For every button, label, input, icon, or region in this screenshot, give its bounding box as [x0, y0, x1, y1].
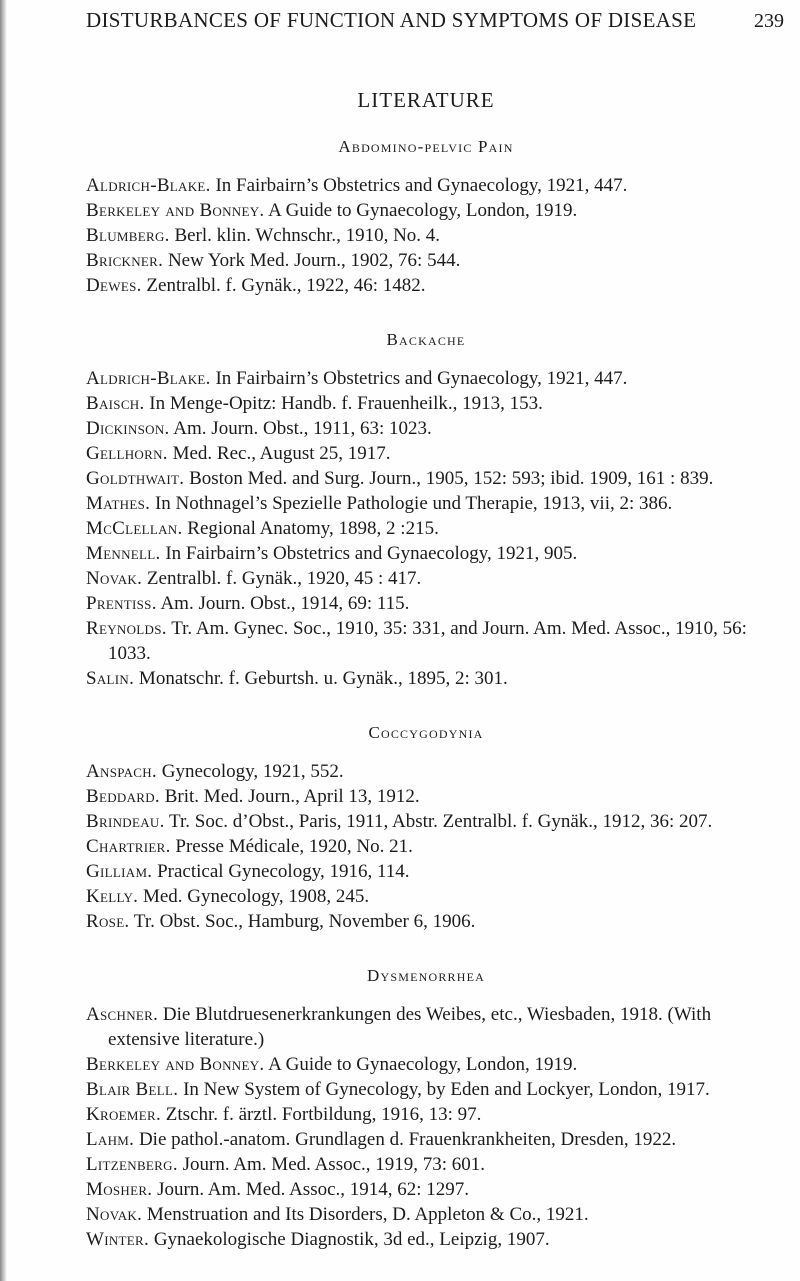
bibliography-section — [86, 723, 766, 934]
reference-entry — [86, 223, 766, 248]
reference-citation: In New System of Gynecology, by Eden and Lockyer, London, 1917. — [183, 1079, 710, 1100]
section-heading: Dysmenorrhea — [366, 966, 486, 985]
reference-entry — [86, 466, 766, 491]
reference-citation: Med. Rec., August 25, 1917. — [172, 443, 391, 464]
reference-citation: Journ. Am. Med. Assoc., 1914, 62: 1297. — [157, 1179, 470, 1200]
reference-entry — [86, 1052, 766, 1077]
reference-entry — [86, 759, 766, 784]
reference-entry — [86, 366, 766, 391]
page-binding-edge — [0, 0, 7, 1281]
reference-author: Novak. — [86, 1204, 143, 1225]
reference-entry — [86, 1152, 766, 1177]
reference-author: Gellhorn. — [86, 443, 168, 464]
reference-author: Aschner. — [86, 1004, 159, 1025]
reference-citation: Gynaekologische Diagnostik, 3d ed., Leipzig, 1907. — [153, 1229, 550, 1250]
reference-author: Mathes. — [86, 493, 151, 514]
reference-author: Brickner. — [86, 250, 164, 271]
running-head — [86, 8, 784, 40]
bibliography — [86, 137, 766, 1252]
reference-author: Blumberg. — [86, 225, 170, 246]
reference-entry — [86, 884, 766, 909]
reference-entry — [86, 441, 766, 466]
reference-citation: Tr. Am. Gynec. Soc., 1910, 35: 331, and Journ. Am. Med. Assoc., 1910, 56: 1033. — [108, 618, 747, 664]
reference-author: Chartrier. — [86, 836, 171, 857]
reference-entry — [86, 248, 766, 273]
reference-author: Kroemer. — [86, 1104, 162, 1125]
page-title: LITERATURE — [357, 88, 495, 112]
reference-entry — [86, 566, 766, 591]
reference-author: Mennell. — [86, 543, 161, 564]
reference-author: Blair Bell. — [86, 1079, 179, 1100]
reference-author: Lahm. — [86, 1129, 135, 1150]
reference-entry — [86, 616, 766, 666]
reference-entry — [86, 1077, 766, 1102]
reference-citation: In Nothnagel’s Spezielle Pathologie und Therapie, 1913, vii, 2: 386. — [154, 493, 673, 514]
reference-entry — [86, 173, 766, 198]
reference-entry — [86, 1177, 766, 1202]
section-heading: Backache — [386, 330, 466, 349]
reference-author: Aldrich-Blake. — [86, 368, 211, 389]
reference-entry — [86, 391, 766, 416]
reference-entry — [86, 491, 766, 516]
reference-entry — [86, 273, 766, 298]
reference-author: Litzenberg. — [86, 1154, 178, 1175]
bibliography-section — [86, 330, 766, 691]
reference-citation: Presse Médicale, 1920, No. 21. — [175, 836, 413, 857]
reference-citation: Regional Anatomy, 1898, 2 :215. — [187, 518, 439, 539]
reference-author: Baisch. — [86, 393, 145, 414]
page-number: 239 — [754, 10, 784, 32]
reference-entry — [86, 1227, 766, 1252]
reference-citation: A Guide to Gynaecology, London, 1919. — [268, 1054, 578, 1075]
reference-entry — [86, 198, 766, 223]
reference-author: Beddard. — [86, 786, 160, 807]
reference-citation: In Fairbairn’s Obstetrics and Gynaecology, 1921, 447. — [215, 368, 628, 389]
reference-author: Kelly. — [86, 886, 139, 907]
reference-author: Reynolds. — [86, 618, 167, 639]
reference-citation: In Fairbairn’s Obstetrics and Gynaecology, 1921, 905. — [165, 543, 578, 564]
reference-entry — [86, 809, 766, 834]
reference-citation: Am. Journ. Obst., 1911, 63: 1023. — [173, 418, 432, 439]
bibliography-section — [86, 137, 766, 298]
reference-citation: Tr. Soc. d’Obst., Paris, 1911, Abstr. Zentralbl. f. Gynäk., 1912, 36: 207. — [169, 811, 713, 832]
reference-citation: A Guide to Gynaecology, London, 1919. — [268, 200, 578, 221]
reference-author: Gilliam. — [86, 861, 153, 882]
reference-citation: Zentralbl. f. Gynäk., 1922, 46: 1482. — [146, 275, 426, 296]
reference-citation: Ztschr. f. ärztl. Fortbildung, 1916, 13: 97. — [165, 1104, 482, 1125]
reference-author: Aldrich-Blake. — [86, 175, 211, 196]
reference-citation: Berl. klin. Wchnschr., 1910, No. 4. — [174, 225, 441, 246]
reference-entry — [86, 666, 766, 691]
reference-author: Dewes. — [86, 275, 142, 296]
reference-citation: New York Med. Journ., 1902, 76: 544. — [167, 250, 461, 271]
reference-citation: In Menge-Opitz: Handb. f. Frauenheilk., 1913, 153. — [149, 393, 543, 414]
reference-citation: Die Blutdruesenerkrankungen des Weibes, etc., Wiesbaden, 1918. (With extensive literature.) — [108, 1004, 712, 1050]
reference-entry — [86, 591, 766, 616]
reference-citation: Menstruation and Its Disorders, D. Appleton & Co., 1921. — [146, 1204, 589, 1225]
reference-citation: In Fairbairn’s Obstetrics and Gynaecology, 1921, 447. — [215, 175, 628, 196]
reference-citation: Zentralbl. f. Gynäk., 1920, 45 : 417. — [146, 568, 422, 589]
reference-entry — [86, 1102, 766, 1127]
reference-author: Prentiss. — [86, 593, 157, 614]
reference-citation: Journ. Am. Med. Assoc., 1919, 73: 601. — [182, 1154, 486, 1175]
reference-citation: Gynecology, 1921, 552. — [161, 761, 344, 782]
reference-entry — [86, 784, 766, 809]
reference-author: Anspach. — [86, 761, 157, 782]
reference-entry — [86, 541, 766, 566]
reference-citation: Med. Gynecology, 1908, 245. — [142, 886, 370, 907]
page-body — [86, 88, 766, 1252]
reference-author: Goldthwait. — [86, 468, 185, 489]
reference-citation: Tr. Obst. Soc., Hamburg, November 6, 1906. — [133, 911, 476, 932]
reference-entry — [86, 909, 766, 934]
reference-author: Berkeley and Bonney. — [86, 1054, 265, 1075]
reference-citation: Monatschr. f. Geburtsh. u. Gynäk., 1895, 2: 301. — [138, 668, 508, 689]
reference-entry — [86, 859, 766, 884]
reference-author: Berkeley and Bonney. — [86, 200, 265, 221]
reference-citation: Die pathol.-anatom. Grundlagen d. Frauenkrankheiten, Dresden, 1922. — [138, 1129, 677, 1150]
reference-author: Novak. — [86, 568, 143, 589]
reference-author: Rose. — [86, 911, 130, 932]
reference-author: Winter. — [86, 1229, 150, 1250]
reference-author: Salin. — [86, 668, 135, 689]
reference-author: McClellan. — [86, 518, 183, 539]
reference-author: Brindeau. — [86, 811, 165, 832]
reference-entry — [86, 834, 766, 859]
reference-citation: Practical Gynecology, 1916, 114. — [157, 861, 410, 882]
reference-citation: Brit. Med. Journ., April 13, 1912. — [164, 786, 420, 807]
reference-entry — [86, 1202, 766, 1227]
reference-entry — [86, 1002, 766, 1052]
reference-author: Mosher. — [86, 1179, 153, 1200]
reference-citation: Boston Med. and Surg. Journ., 1905, 152: 593; ibid. 1909, 161 : 839. — [189, 468, 714, 489]
section-heading: Coccygodynia — [368, 723, 484, 742]
reference-author: Dickinson. — [86, 418, 170, 439]
reference-entry — [86, 516, 766, 541]
bibliography-section — [86, 966, 766, 1252]
running-title: DISTURBANCES OF FUNCTION AND SYMPTOMS OF DISEASE — [86, 8, 697, 32]
reference-entry — [86, 1127, 766, 1152]
section-heading: Abdomino-pelvic Pain — [338, 137, 514, 156]
reference-entry — [86, 416, 766, 441]
reference-citation: Am. Journ. Obst., 1914, 69: 115. — [160, 593, 410, 614]
